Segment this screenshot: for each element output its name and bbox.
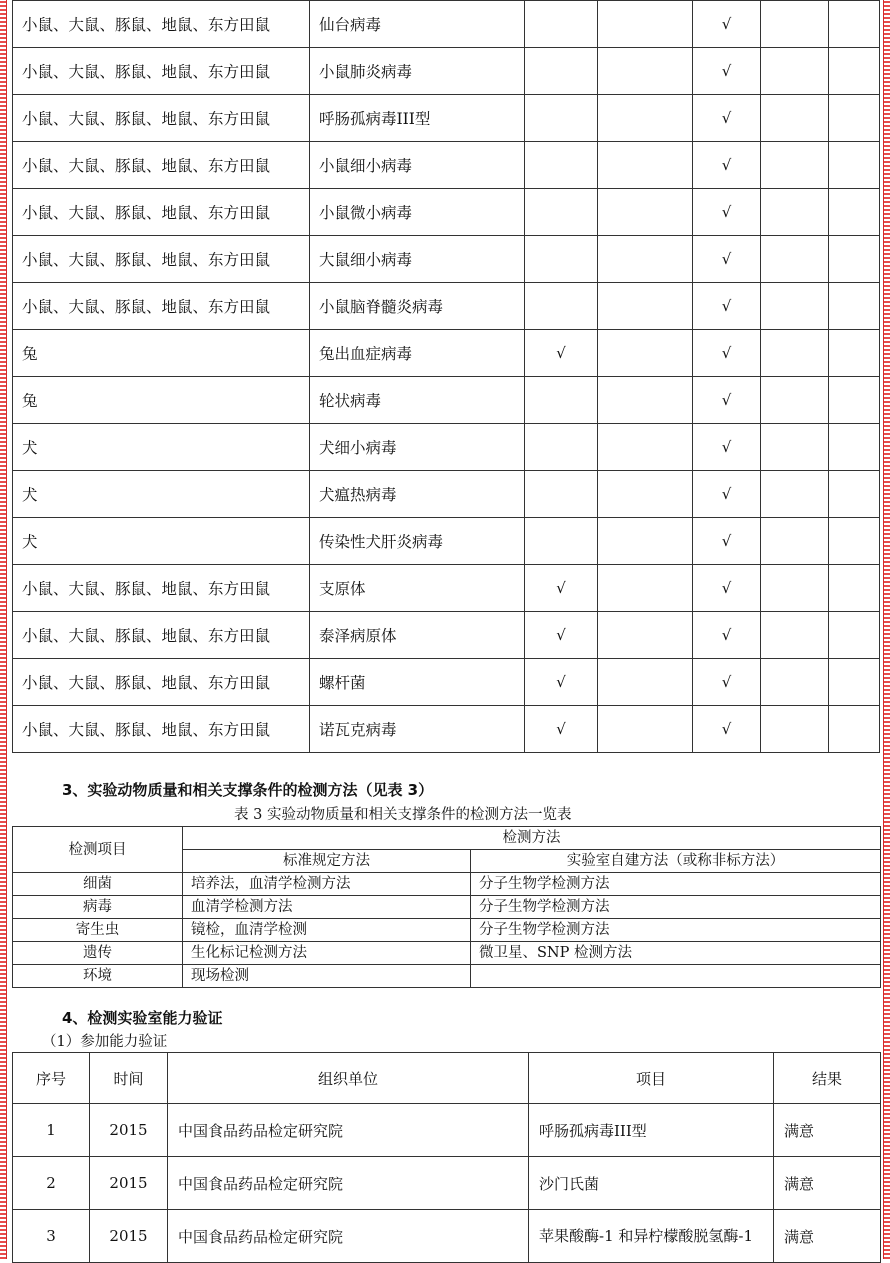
header-time: 时间 xyxy=(90,1053,168,1104)
check-cell xyxy=(598,612,693,659)
check-cell: √ xyxy=(693,377,761,424)
animal-cell: 小鼠、大鼠、豚鼠、地鼠、东方田鼠 xyxy=(13,659,310,706)
pathogen-cell: 支原体 xyxy=(310,565,525,612)
table-3-caption: 表 3 实验动物质量和相关支撑条件的检测方法一览表 xyxy=(234,807,572,823)
standard-method: 现场检测 xyxy=(183,965,471,988)
proficiency-testing-table xyxy=(12,1052,881,1263)
table-row xyxy=(13,1157,881,1210)
table-row xyxy=(13,1,880,48)
check-cell xyxy=(525,283,598,330)
row-org: 中国食品药品检定研究院 xyxy=(168,1210,529,1263)
animal-cell: 小鼠、大鼠、豚鼠、地鼠、东方田鼠 xyxy=(13,48,310,95)
table-row xyxy=(13,142,880,189)
table-row xyxy=(13,965,881,988)
detection-item: 寄生虫 xyxy=(13,919,183,942)
check-cell xyxy=(761,1,829,48)
pathogen-cell: 诺瓦克病毒 xyxy=(310,706,525,753)
check-cell: √ xyxy=(525,565,598,612)
standard-method: 血清学检测方法 xyxy=(183,896,471,919)
check-cell: √ xyxy=(693,1,761,48)
check-cell xyxy=(829,612,880,659)
pathogen-cell: 小鼠细小病毒 xyxy=(310,142,525,189)
check-cell xyxy=(598,95,693,142)
row-project: 苹果酸酶-1 和异柠檬酸脱氢酶-1 xyxy=(529,1210,774,1263)
table-row xyxy=(13,896,881,919)
pathogen-cell: 兔出血症病毒 xyxy=(310,330,525,377)
check-cell xyxy=(598,48,693,95)
check-cell: √ xyxy=(693,471,761,518)
animal-cell: 兔 xyxy=(13,377,310,424)
check-cell: √ xyxy=(693,236,761,283)
animal-cell: 小鼠、大鼠、豚鼠、地鼠、东方田鼠 xyxy=(13,706,310,753)
section-4-subheading: （1）参加能力验证 xyxy=(42,1034,168,1050)
check-cell xyxy=(598,1,693,48)
check-cell xyxy=(525,142,598,189)
check-cell xyxy=(829,330,880,377)
check-cell xyxy=(761,48,829,95)
check-cell xyxy=(525,48,598,95)
lab-method: 分子生物学检测方法 xyxy=(471,873,881,896)
page-border-left xyxy=(0,0,7,1259)
table-row xyxy=(13,471,880,518)
row-result: 满意 xyxy=(774,1157,881,1210)
header-lab-method: 实验室自建方法（或称非标方法） xyxy=(471,850,881,873)
check-cell xyxy=(525,1,598,48)
detection-item: 病毒 xyxy=(13,896,183,919)
check-cell xyxy=(829,48,880,95)
check-cell xyxy=(761,189,829,236)
table-row xyxy=(13,1210,881,1263)
table-row xyxy=(13,873,881,896)
pathogen-cell: 呼肠孤病毒III型 xyxy=(310,95,525,142)
header-org: 组织单位 xyxy=(168,1053,529,1104)
check-cell xyxy=(598,330,693,377)
pathogen-cell: 泰泽病原体 xyxy=(310,612,525,659)
check-cell xyxy=(525,95,598,142)
table-row xyxy=(13,706,880,753)
check-cell xyxy=(525,471,598,518)
check-cell xyxy=(761,706,829,753)
row-project: 呼肠孤病毒III型 xyxy=(529,1104,774,1157)
pathogen-cell: 小鼠脑脊髓炎病毒 xyxy=(310,283,525,330)
check-cell xyxy=(598,424,693,471)
check-cell xyxy=(761,330,829,377)
check-cell xyxy=(598,471,693,518)
check-cell xyxy=(829,377,880,424)
check-cell xyxy=(598,377,693,424)
row-time: 2015 xyxy=(90,1157,168,1210)
check-cell xyxy=(829,95,880,142)
animal-cell: 小鼠、大鼠、豚鼠、地鼠、东方田鼠 xyxy=(13,565,310,612)
lab-method: 分子生物学检测方法 xyxy=(471,919,881,942)
check-cell: √ xyxy=(525,330,598,377)
table-row xyxy=(13,283,880,330)
table-row xyxy=(13,518,880,565)
animal-cell: 小鼠、大鼠、豚鼠、地鼠、东方田鼠 xyxy=(13,1,310,48)
table-row xyxy=(13,612,880,659)
check-cell: √ xyxy=(693,659,761,706)
detection-item: 细菌 xyxy=(13,873,183,896)
row-no: 2 xyxy=(13,1157,90,1210)
animal-cell: 小鼠、大鼠、豚鼠、地鼠、东方田鼠 xyxy=(13,95,310,142)
pathogen-cell: 螺杆菌 xyxy=(310,659,525,706)
check-cell xyxy=(829,142,880,189)
table-row xyxy=(13,659,880,706)
animal-cell: 小鼠、大鼠、豚鼠、地鼠、东方田鼠 xyxy=(13,612,310,659)
header-standard-method: 标准规定方法 xyxy=(183,850,471,873)
check-cell xyxy=(829,565,880,612)
pathogen-cell: 小鼠肺炎病毒 xyxy=(310,48,525,95)
animal-cell: 犬 xyxy=(13,424,310,471)
pathogen-cell: 大鼠细小病毒 xyxy=(310,236,525,283)
table-row xyxy=(13,95,880,142)
detection-item: 遗传 xyxy=(13,942,183,965)
lab-method xyxy=(471,965,881,988)
check-cell: √ xyxy=(525,706,598,753)
check-cell xyxy=(829,659,880,706)
header-result: 结果 xyxy=(774,1053,881,1104)
row-time: 2015 xyxy=(90,1104,168,1157)
table-row xyxy=(13,424,880,471)
page-border-right xyxy=(883,0,890,1259)
check-cell xyxy=(761,518,829,565)
section-3-heading: 3、实验动物质量和相关支撑条件的检测方法（见表 3） xyxy=(62,781,434,799)
table-row xyxy=(13,48,880,95)
check-cell: √ xyxy=(693,565,761,612)
animal-cell: 兔 xyxy=(13,330,310,377)
check-cell: √ xyxy=(693,48,761,95)
check-cell xyxy=(761,424,829,471)
check-cell xyxy=(829,1,880,48)
check-cell xyxy=(598,706,693,753)
check-cell xyxy=(525,518,598,565)
check-cell xyxy=(598,283,693,330)
pathogen-cell: 犬细小病毒 xyxy=(310,424,525,471)
table-row xyxy=(13,377,880,424)
check-cell xyxy=(829,424,880,471)
check-cell xyxy=(761,95,829,142)
check-cell xyxy=(829,518,880,565)
lab-method: 分子生物学检测方法 xyxy=(471,896,881,919)
pathogen-cell: 轮状病毒 xyxy=(310,377,525,424)
check-cell xyxy=(829,471,880,518)
check-cell xyxy=(598,565,693,612)
check-cell xyxy=(829,189,880,236)
row-result: 满意 xyxy=(774,1210,881,1263)
check-cell: √ xyxy=(693,612,761,659)
check-cell xyxy=(525,189,598,236)
table-row xyxy=(13,942,881,965)
table-row xyxy=(13,189,880,236)
pathogen-cell: 传染性犬肝炎病毒 xyxy=(310,518,525,565)
check-cell xyxy=(525,377,598,424)
check-cell: √ xyxy=(693,518,761,565)
check-cell: √ xyxy=(693,142,761,189)
check-cell xyxy=(761,471,829,518)
section-4-heading: 4、检测实验室能力验证 xyxy=(62,1009,223,1027)
row-result: 满意 xyxy=(774,1104,881,1157)
header-detection-item: 检测项目 xyxy=(13,827,183,873)
lab-method: 微卫星、SNP 检测方法 xyxy=(471,942,881,965)
standard-method: 镜检，血清学检测 xyxy=(183,919,471,942)
check-cell: √ xyxy=(525,612,598,659)
row-time: 2015 xyxy=(90,1210,168,1263)
check-cell xyxy=(525,424,598,471)
header-project: 项目 xyxy=(529,1053,774,1104)
check-cell xyxy=(598,518,693,565)
table-row xyxy=(13,565,880,612)
check-cell xyxy=(761,283,829,330)
animal-cell: 犬 xyxy=(13,471,310,518)
check-cell: √ xyxy=(693,330,761,377)
table-row xyxy=(13,919,881,942)
animal-cell: 小鼠、大鼠、豚鼠、地鼠、东方田鼠 xyxy=(13,189,310,236)
standard-method: 生化标记检测方法 xyxy=(183,942,471,965)
check-cell: √ xyxy=(693,283,761,330)
check-cell: √ xyxy=(693,424,761,471)
check-cell xyxy=(761,236,829,283)
check-cell xyxy=(598,236,693,283)
table-row xyxy=(13,1104,881,1157)
check-cell xyxy=(829,283,880,330)
check-cell xyxy=(761,565,829,612)
standard-method: 培养法，血清学检测方法 xyxy=(183,873,471,896)
check-cell xyxy=(829,236,880,283)
animal-cell: 小鼠、大鼠、豚鼠、地鼠、东方田鼠 xyxy=(13,236,310,283)
row-no: 1 xyxy=(13,1104,90,1157)
detection-item: 环境 xyxy=(13,965,183,988)
animal-cell: 小鼠、大鼠、豚鼠、地鼠、东方田鼠 xyxy=(13,142,310,189)
check-cell xyxy=(598,189,693,236)
check-cell xyxy=(598,142,693,189)
check-cell xyxy=(829,706,880,753)
table-row xyxy=(13,330,880,377)
check-cell xyxy=(761,612,829,659)
header-detection-method: 检测方法 xyxy=(183,827,881,850)
check-cell xyxy=(761,659,829,706)
row-project: 沙门氏菌 xyxy=(529,1157,774,1210)
row-org: 中国食品药品检定研究院 xyxy=(168,1104,529,1157)
pathogen-cell: 仙台病毒 xyxy=(310,1,525,48)
animal-cell: 小鼠、大鼠、豚鼠、地鼠、东方田鼠 xyxy=(13,283,310,330)
check-cell: √ xyxy=(693,706,761,753)
check-cell xyxy=(761,142,829,189)
check-cell xyxy=(525,236,598,283)
row-org: 中国食品药品检定研究院 xyxy=(168,1157,529,1210)
check-cell: √ xyxy=(693,189,761,236)
table-row xyxy=(13,236,880,283)
row-no: 3 xyxy=(13,1210,90,1263)
check-cell xyxy=(598,659,693,706)
detection-methods-table xyxy=(12,826,881,988)
check-cell: √ xyxy=(525,659,598,706)
header-no: 序号 xyxy=(13,1053,90,1104)
pathogen-detection-table xyxy=(12,0,880,753)
animal-cell: 犬 xyxy=(13,518,310,565)
pathogen-cell: 小鼠微小病毒 xyxy=(310,189,525,236)
pathogen-cell: 犬瘟热病毒 xyxy=(310,471,525,518)
check-cell xyxy=(761,377,829,424)
check-cell: √ xyxy=(693,95,761,142)
